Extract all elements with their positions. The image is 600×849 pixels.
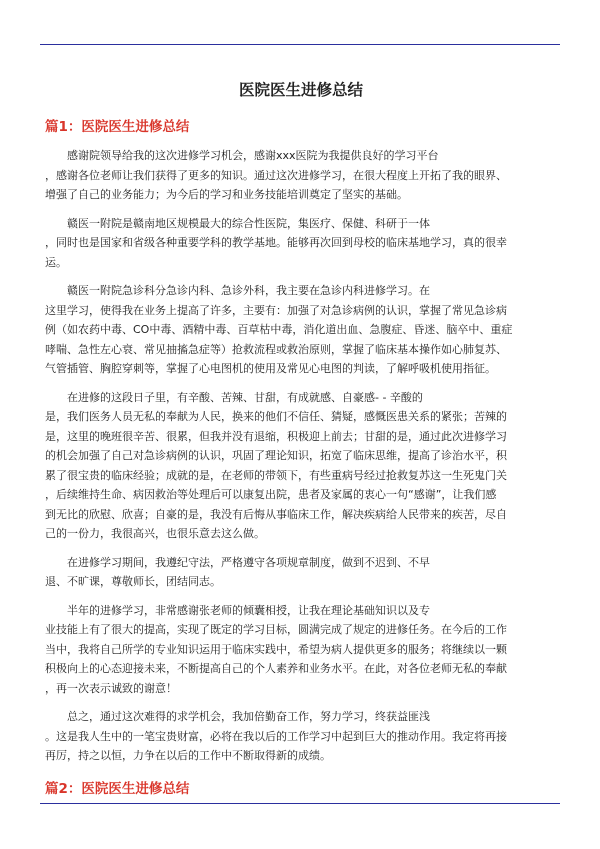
body-paragraph — [45, 214, 557, 273]
paragraph-line: 例（如农药中毒、CO中毒、酒精中毒、百草枯中毒，消化道出血、急腹症、昏迷、脑卒中、重症 — [45, 323, 513, 336]
body-paragraph — [45, 146, 557, 205]
paragraph-line: 退、不旷课，尊敬师长，团结同志。 — [45, 575, 221, 588]
section-1-heading: 篇1：医院医生进修总结 — [45, 119, 190, 135]
paragraph-line: 是，我们医务人员无私的奉献为人民，换来的他们不信任、猜疑，感慨医患关系的紧张；苦辣的 — [45, 410, 507, 423]
paragraph-line: ，再一次表示诚致的谢意！ — [45, 681, 177, 695]
paragraph-line: 的机会加强了自己对急诊病例的认识，巩固了理论知识，拓宽了临床思维，提高了诊治水平，积 — [45, 449, 507, 462]
paragraph-line: 气管插管、胸腔穿刺等，掌握了心电图机的使用及常见心电图的判读，了解呼吸机使用指征。 — [45, 362, 496, 375]
document-content — [45, 80, 557, 808]
paragraph-line: 累了很宝贵的临床经验；成就的是，在老师的带领下，有些重病号经过抢救复苏这一生死鬼门关 — [45, 468, 507, 482]
top-divider — [40, 44, 560, 45]
body-paragraph — [45, 601, 557, 699]
body-paragraph — [45, 388, 557, 544]
paragraph-line: 半年的进修学习，非常感谢张老师的倾囊相授，让我在理论基础知识以及专 — [67, 603, 430, 617]
document-title: 医院医生进修总结 — [238, 81, 363, 99]
paragraph-line: 哮喘、急性左心衰、常见抽搐急症等）抢救流程或救治原则，掌握了临床基本操作如心肺复苏、 — [45, 342, 507, 356]
paragraph-line: 这里学习，使得我在业务上提高了许多，主要有：加强了对急诊病例的认识，掌握了常见急诊病 — [45, 303, 507, 317]
section-2-heading: 篇2：医院医生进修总结 — [45, 780, 190, 797]
paragraph-line: 感谢院领导给我的这次进修学习机会，感谢xxx医院为我提供良好的学习平台 — [67, 149, 439, 162]
paragraph-line: 增强了自己的业务能力；为今后的学习和业务技能培训奠定了坚实的基础。 — [45, 188, 408, 201]
paragraph-line: 赣医一附院急诊科分急诊内科、急诊外科，我主要在急诊内科进修学习。在 — [67, 284, 430, 297]
paragraph-line: 再厉，持之以恒，力争在以后的工作中不断取得新的成绩。 — [45, 749, 331, 762]
paragraph-line: 赣医一附院是赣南地区规模最大的综合性医院，集医疗、保健、科研于一体 — [67, 216, 430, 230]
paragraph-line: 积极向上的心态迎接未来，不断提高自己的个人素养和业务水平。在此，对各位老师无私的奉献 — [45, 662, 507, 675]
paragraph-line: 业技能上有了很大的提高，实现了既定的学习目标，圆满完成了规定的进修任务。在今后的工作 — [45, 623, 507, 636]
paragraph-line: 总之，通过这次难得的求学机会，我加倍勤奋工作，努力学习，终获益匪浅 — [67, 710, 430, 723]
paragraph-line: 到无比的欣慰、欣喜；自豪的是，我没有后悔从事临床工作，解决疾病给人民带来的疾苦，尽自 — [45, 507, 507, 521]
paragraph-line: 当中，我将自己所学的专业知识运用于临床实践中，希望为病人提供更多的服务；将继续以一颗 — [45, 642, 507, 656]
body-paragraph — [45, 707, 557, 766]
body-paragraph — [45, 553, 557, 592]
body-paragraph — [45, 281, 557, 379]
paragraph-line: 。这是我人生中的一笔宝贵财富，必将在我以后的工作学习中起到巨大的推动作用。我定将再接 — [45, 729, 507, 743]
paragraph-line: 己的一份力，我很高兴，也很乐意去这么做。 — [45, 527, 265, 540]
paragraph-line: ，感谢各位老师让我们获得了更多的知识。通过这次进修学习，在很大程度上开拓了我的眼界、 — [45, 168, 507, 182]
paragraph-line: 在进修的这段日子里，有辛酸、苦辣、甘甜，有成就感、自豪感- - 辛酸的 — [67, 390, 423, 404]
paragraph-list — [45, 146, 557, 766]
bottom-divider — [40, 803, 560, 804]
paragraph-line: 运。 — [45, 255, 67, 269]
paragraph-line: 是，这里的晚班很辛苦、很累，但我并没有退缩，积极迎上前去；甘甜的是，通过此次进修学习 — [45, 429, 507, 443]
paragraph-line: ，同时也是国家和省级各种重要学科的教学基地。能够再次回到母校的临床基地学习，真的很幸 — [45, 236, 507, 249]
paragraph-line: ，后续维持生命、病因救治等处理后可以康复出院，患者及家属的衷心一句“感谢”，让我们感 — [45, 488, 497, 501]
paragraph-line: 在进修学习期间，我遵纪守法，严格遵守各项规章制度，做到不迟到、不早 — [67, 555, 430, 569]
